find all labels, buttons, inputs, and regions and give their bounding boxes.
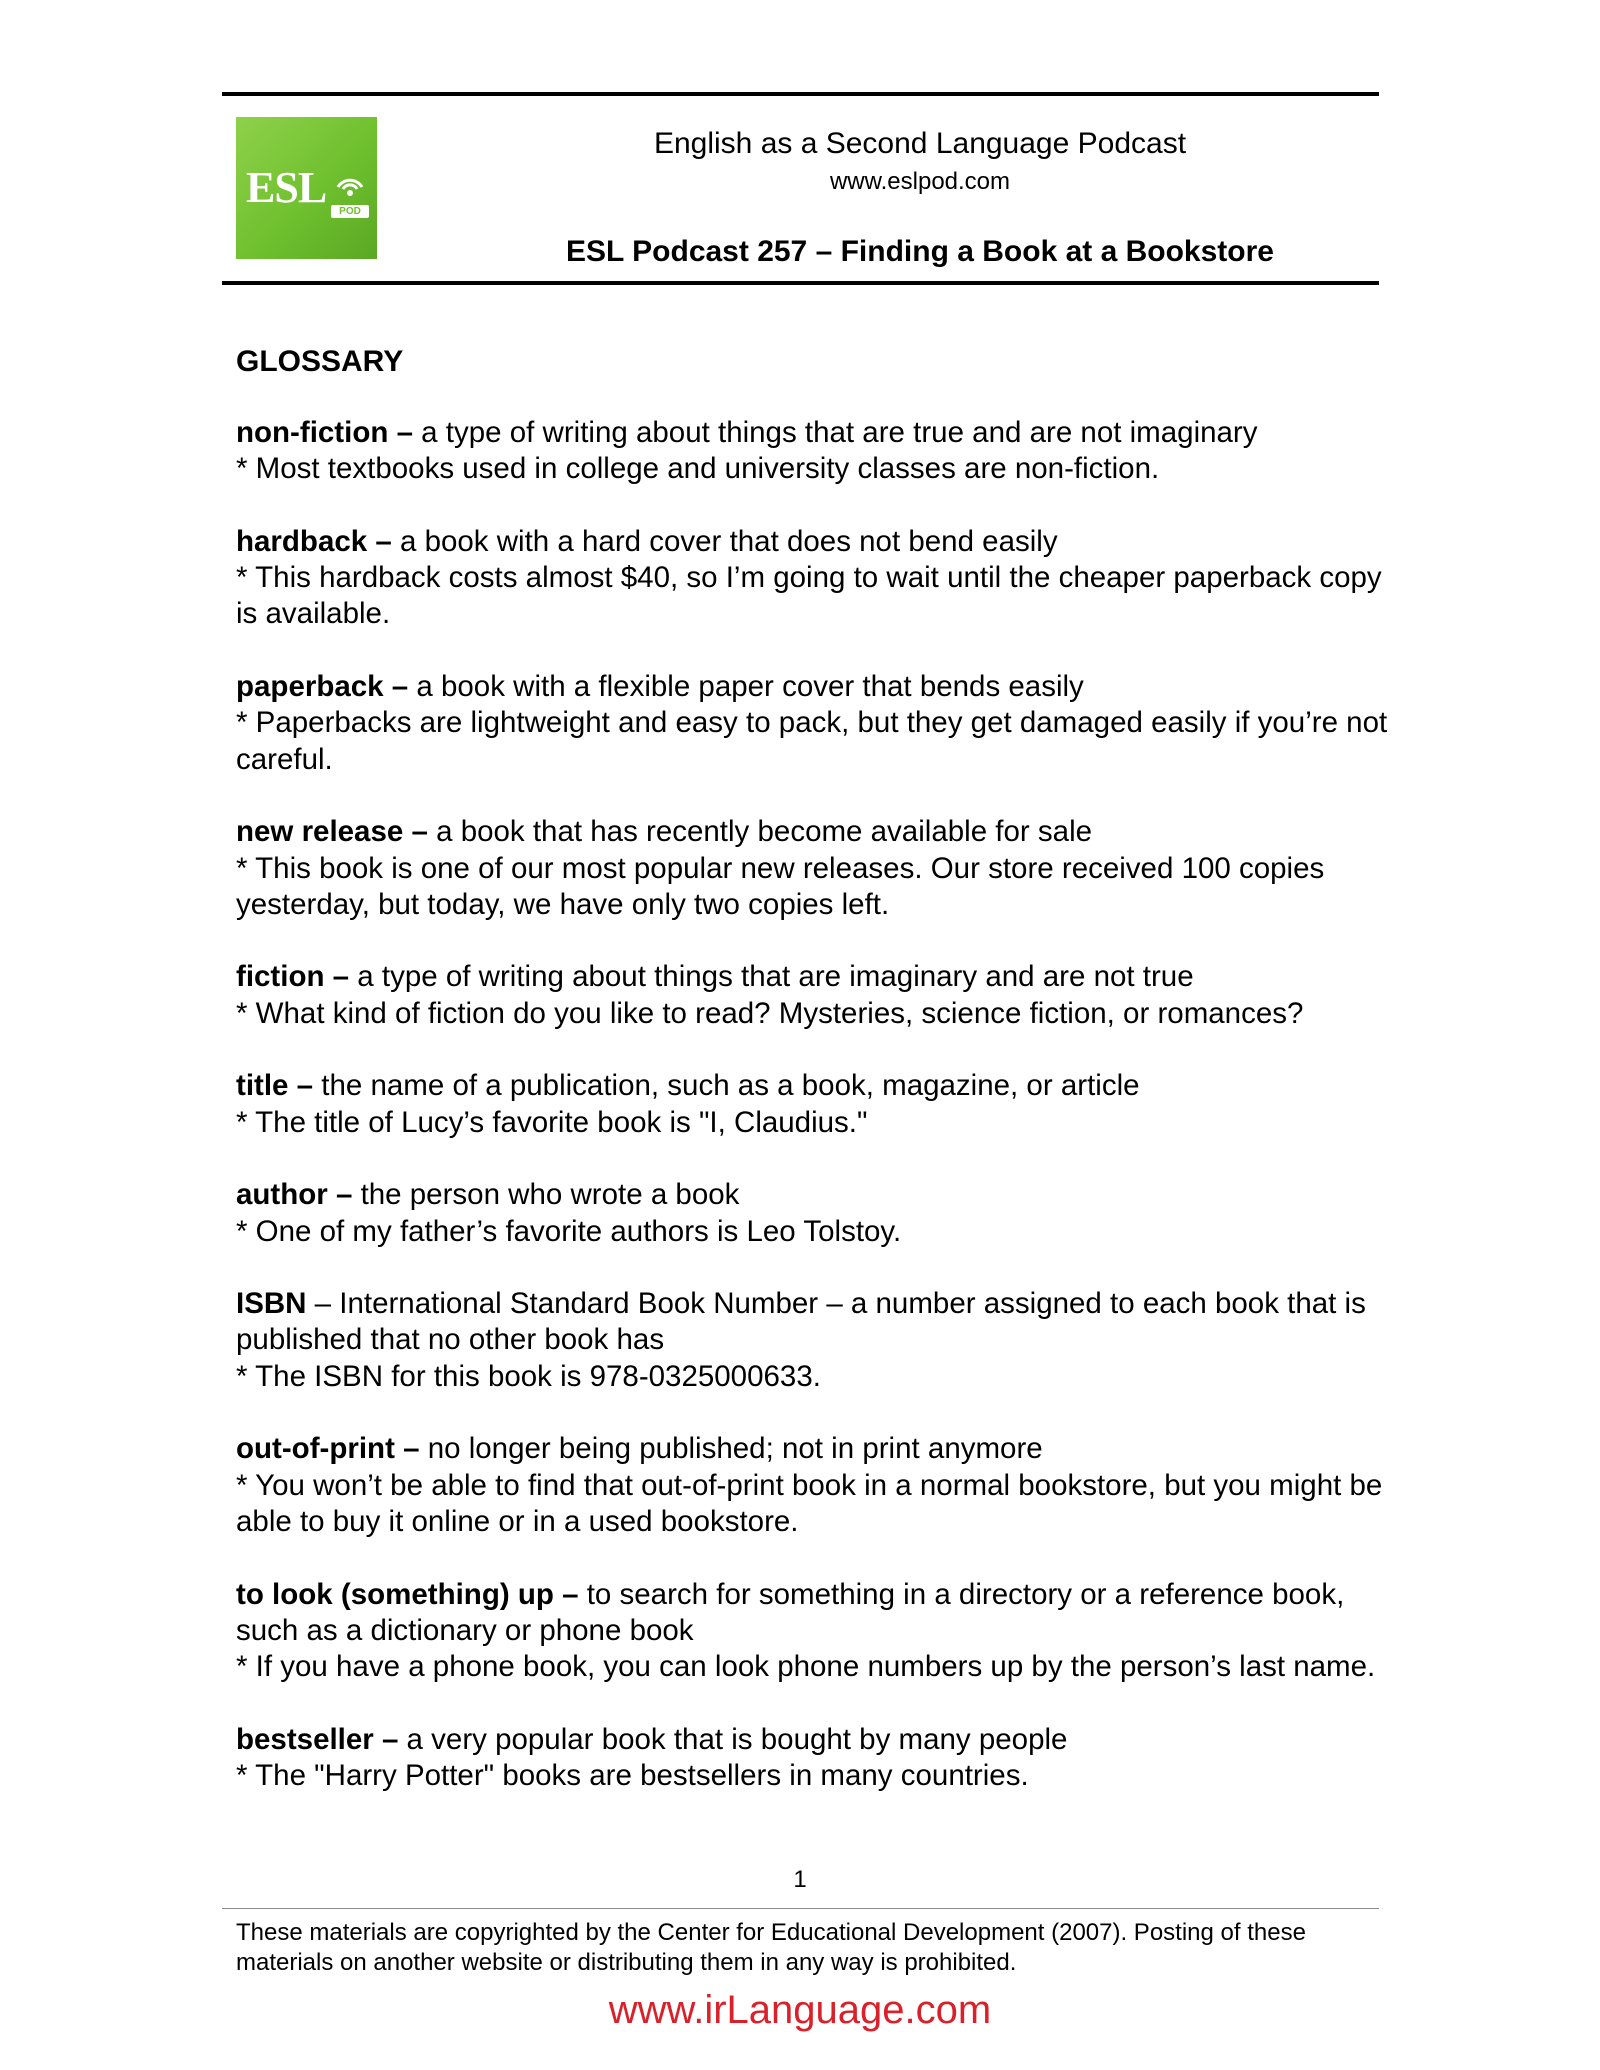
glossary-example: * What kind of fiction do you like to read? Mysteries, science fiction, or romances? bbox=[236, 996, 1304, 1030]
glossary-definition-line bbox=[236, 524, 1396, 560]
glossary-example: * The title of Lucy’s favorite book is "I, Claudius." bbox=[236, 1105, 868, 1139]
header-title: English as a Second Language Podcast bbox=[653, 127, 1187, 160]
glossary-entry-hardback bbox=[236, 524, 1396, 633]
glossary-entry-bestseller bbox=[236, 1722, 1396, 1795]
glossary-example: * The "Harry Potter" books are bestsellers in many countries. bbox=[236, 1758, 1029, 1792]
glossary-definition-line bbox=[236, 669, 1396, 705]
glossary-definition: a type of writing about things that are true and are not imaginary bbox=[412, 416, 1258, 449]
glossary-entry-paperback bbox=[236, 669, 1396, 778]
glossary-definition: a very popular book that is bought by many people bbox=[398, 1722, 1068, 1756]
glossary-definition-line bbox=[236, 1068, 1396, 1104]
footer-copyright bbox=[236, 1918, 1386, 1978]
glossary-list bbox=[236, 415, 1396, 1831]
glossary-definition: to search for something in a directory or a reference book, such as a dictionary or phone book bbox=[236, 1577, 1345, 1647]
glossary-term: hardback – bbox=[236, 524, 392, 558]
watermark-url: www.irLanguage.com bbox=[608, 1988, 992, 2032]
glossary-example: * Paperbacks are lightweight and easy to pack, but they get damaged easily if you’re not careful. bbox=[236, 706, 1388, 776]
glossary-term: author – bbox=[236, 1178, 353, 1212]
glossary-definition-line bbox=[236, 814, 1396, 850]
header-bottom-rule bbox=[222, 281, 1379, 285]
glossary-term: title – bbox=[236, 1069, 314, 1103]
glossary-example: * The ISBN for this book is 978-0325000633. bbox=[236, 1359, 821, 1393]
glossary-example: * Most textbooks used in college and university classes are non-fiction. bbox=[236, 452, 1160, 486]
glossary-entry-author bbox=[236, 1177, 1396, 1250]
glossary-definition: a book with a flexible paper cover that bends easily bbox=[408, 670, 1084, 704]
glossary-definition: a book with a hard cover that does not bend easily bbox=[391, 524, 1058, 558]
header-url: www.eslpod.com bbox=[829, 168, 1011, 195]
glossary-definition-line bbox=[236, 1177, 1396, 1213]
glossary-entry-isbn bbox=[236, 1286, 1396, 1395]
glossary-entry-to-look-up bbox=[236, 1577, 1396, 1686]
glossary-definition-line bbox=[236, 1577, 1396, 1650]
glossary-entry-non-fiction bbox=[236, 415, 1396, 488]
glossary-definition-line bbox=[236, 959, 1396, 995]
glossary-term: non-fiction – bbox=[236, 416, 413, 449]
glossary-term: bestseller – bbox=[236, 1722, 399, 1756]
glossary-term: new release – bbox=[236, 815, 428, 849]
glossary-definition-line bbox=[236, 1431, 1396, 1467]
logo-pod-label: POD bbox=[331, 205, 369, 218]
glossary-entry-new-release bbox=[236, 814, 1396, 923]
glossary-definition-line bbox=[236, 1722, 1396, 1758]
glossary-entry-fiction bbox=[236, 959, 1396, 1032]
glossary-definition: a book that has recently become available for sale bbox=[427, 815, 1093, 849]
header-top-rule bbox=[222, 92, 1379, 96]
section-heading: GLOSSARY bbox=[236, 345, 404, 378]
glossary-definition: the person who wrote a book bbox=[352, 1178, 740, 1212]
eslpod-logo bbox=[236, 117, 377, 259]
glossary-example: * You won’t be able to find that out-of-print book in a normal bookstore, but you might be able to buy it online or in a used bookstore. bbox=[236, 1468, 1383, 1538]
glossary-term: ISBN bbox=[236, 1287, 307, 1321]
glossary-term: to look (something) up – bbox=[236, 1577, 579, 1611]
glossary-example: * One of my father’s favorite authors is Leo Tolstoy. bbox=[236, 1214, 902, 1248]
footer-rule bbox=[222, 1908, 1379, 1909]
glossary-definition: – International Standard Book Number – a number assigned to each book that is published that no other book has bbox=[236, 1287, 1366, 1357]
glossary-definition: the name of a publication, such as a book, magazine, or article bbox=[313, 1069, 1140, 1103]
glossary-example: * This hardback costs almost $40, so I’m going to wait until the cheaper paperback copy is available. bbox=[236, 561, 1382, 631]
glossary-term: paperback – bbox=[236, 670, 409, 704]
glossary-term: fiction – bbox=[236, 960, 350, 994]
logo-text: ESL bbox=[246, 163, 327, 212]
glossary-definition-line bbox=[236, 1286, 1396, 1359]
glossary-entry-title bbox=[236, 1068, 1396, 1141]
podcast-signal-icon bbox=[332, 165, 368, 201]
glossary-entry-out-of-print bbox=[236, 1431, 1396, 1540]
glossary-definition: a type of writing about things that are imaginary and are not true bbox=[349, 960, 1194, 994]
page-number: 1 bbox=[793, 1866, 807, 1893]
glossary-example: * If you have a phone book, you can look phone numbers up by the person’s last name. bbox=[236, 1650, 1376, 1684]
glossary-definition-line bbox=[236, 415, 1396, 451]
episode-title: ESL Podcast 257 – Finding a Book at a Bookstore bbox=[566, 235, 1274, 268]
copyright-notice: These materials are copyrighted by the Center for Educational Development (2007). Posting of these materials on another website or distributing them in any way is prohibited. bbox=[236, 1919, 1306, 1976]
glossary-definition: no longer being published; not in print anymore bbox=[419, 1432, 1043, 1466]
glossary-term: out-of-print – bbox=[236, 1432, 420, 1466]
glossary-example: * This book is one of our most popular new releases. Our store received 100 copies yesterday, but today, we have only two copies left. bbox=[236, 851, 1325, 921]
